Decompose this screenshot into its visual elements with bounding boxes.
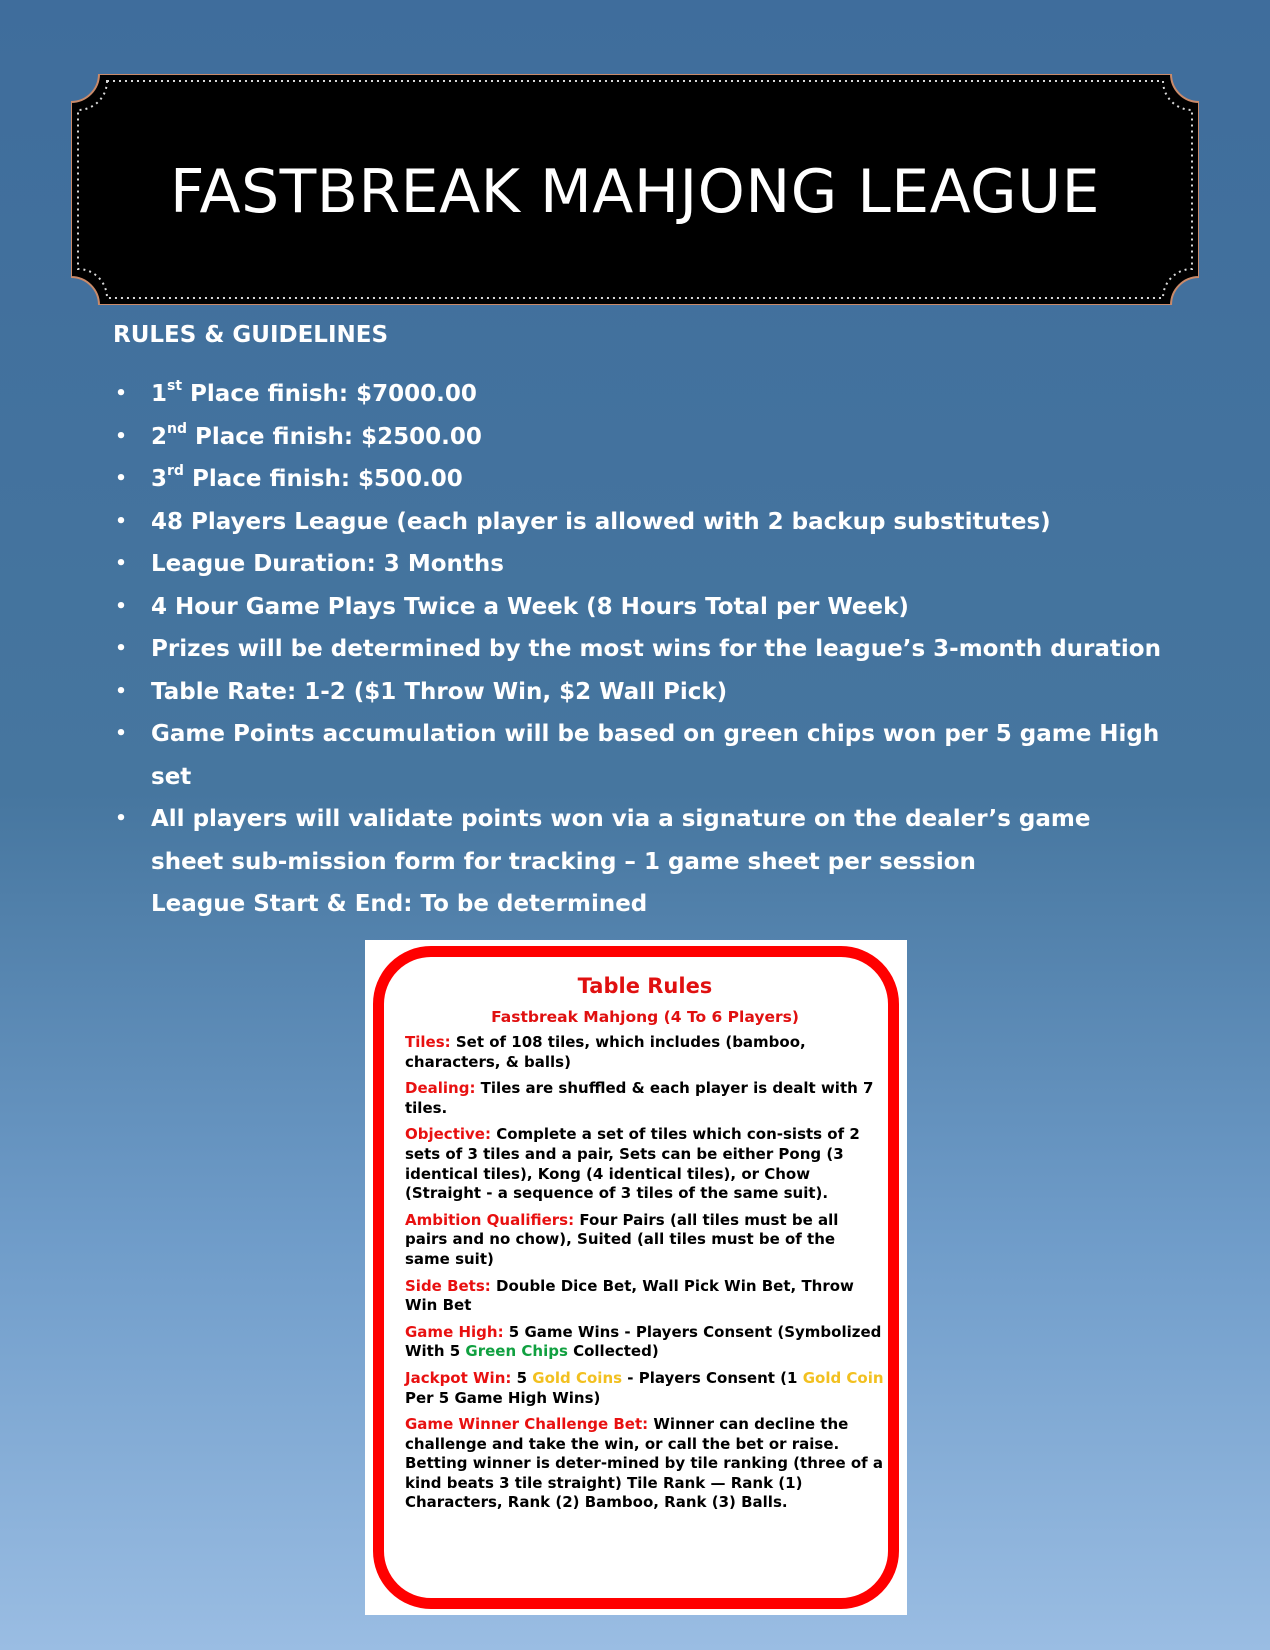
rule-players xyxy=(113,501,1163,544)
bullet-icon: • xyxy=(115,425,127,447)
rule-text: Game Points accumulation will be based on green chips won per 5 game High set xyxy=(151,721,1160,790)
rule-text: Place finish: $2500.00 xyxy=(187,423,482,450)
bullet-icon: • xyxy=(115,723,127,744)
rule-ordinal: 3 xyxy=(151,466,168,492)
rule-side-bets xyxy=(405,1277,885,1316)
rule-label: Ambition Qualifiers: xyxy=(405,1210,575,1229)
card-title: Table Rules xyxy=(577,974,713,998)
rule-game-points xyxy=(113,713,1163,798)
rule-text: 4 Hour Game Plays Twice a Week (8 Hours Total per Week) xyxy=(151,593,909,620)
table-rules-card xyxy=(365,940,907,1615)
rule-jackpot xyxy=(405,1369,885,1408)
rule-body: Per 5 Game High Wins) xyxy=(405,1388,601,1407)
rule-ordinal-suffix: rd xyxy=(167,463,184,479)
rule-body: 5 xyxy=(511,1368,533,1387)
rule-game-high xyxy=(405,1323,885,1362)
rule-label: Dealing: xyxy=(405,1079,476,1098)
bullet-icon: • xyxy=(115,383,127,404)
rule-body: Four Pairs (all tiles must be all pairs and no chow), Suited (all tiles must be of the same suit) xyxy=(405,1210,839,1268)
rules-list xyxy=(113,373,1163,926)
rule-body: Tiles are shuffled & each player is dealt with 7 tiles. xyxy=(405,1079,874,1117)
bullet-icon: • xyxy=(115,595,127,617)
gold-coins-highlight: Gold Coins xyxy=(532,1368,623,1387)
rule-duration xyxy=(113,543,1163,586)
rule-label: Side Bets: xyxy=(405,1276,491,1295)
rule-ordinal-suffix: nd xyxy=(167,420,188,437)
rule-second-place xyxy=(113,416,1163,459)
bullet-icon: • xyxy=(115,680,127,702)
rule-body: Complete a set of tiles which con-sists of 2 sets of 3 tiles and a pair, Sets can be either Pong (3 identical tiles), Kong (4 identical tiles), or Chow (Straight - a sequence of 3 tiles of the same suit). xyxy=(405,1125,860,1203)
rule-validation xyxy=(113,798,1163,883)
rule-ambition xyxy=(405,1211,885,1270)
rule-challenge xyxy=(405,1415,885,1513)
rule-label: Objective: xyxy=(405,1125,491,1144)
rule-objective xyxy=(405,1125,885,1203)
bullet-icon: • xyxy=(115,638,127,659)
rule-label: Game High: xyxy=(405,1322,504,1341)
rule-text: All players will validate points won via a signature on the dealer’s game sheet sub-mission form for tracking – 1 game sheet per session xyxy=(151,806,1091,875)
card-content xyxy=(405,974,885,1520)
rule-body: Set of 108 tiles, which includes (bamboo, characters, & balls) xyxy=(405,1033,806,1071)
rule-text: League Duration: 3 Months xyxy=(151,551,504,577)
rule-label: Game Winner Challenge Bet: xyxy=(405,1415,649,1434)
rule-table-rate xyxy=(113,671,1163,714)
rules-heading: RULES & GUIDELINES xyxy=(113,322,389,348)
rule-schedule xyxy=(113,586,1163,629)
bullet-icon: • xyxy=(115,808,127,829)
rule-label: Tiles: xyxy=(405,1033,451,1051)
rule-body: Winner can decline the challenge and take the win, or call the bet or raise. Betting winner is deter-mined by tile ranking (three of a kind beats 3 tile straight) Tile Rank — Rank (1) Characters, Rank (2) Bamboo, Rank (3) Balls. xyxy=(405,1415,884,1512)
rule-text: Place finish: $500.00 xyxy=(183,466,463,492)
rule-text: Place finish: $7000.00 xyxy=(182,381,477,407)
rule-body: Collected) xyxy=(567,1342,659,1361)
bullet-icon: • xyxy=(115,553,127,574)
rule-ordinal: 1 xyxy=(151,381,168,407)
gold-coin-highlight: Gold Coin xyxy=(802,1368,884,1387)
rule-text: League Start & End: To be determined xyxy=(151,891,648,917)
rule-body: - Players Consent (1 xyxy=(622,1368,803,1387)
rule-ordinal: 2 xyxy=(151,423,168,450)
title-banner xyxy=(71,74,1199,305)
rule-label: Jackpot Win: xyxy=(405,1368,512,1387)
rule-first-place xyxy=(113,373,1163,416)
rule-ordinal-suffix: st xyxy=(167,378,183,394)
green-chips-highlight: Green Chips xyxy=(465,1342,568,1361)
bullet-icon: • xyxy=(115,468,127,489)
rule-league-dates xyxy=(113,883,1163,926)
rule-text: Prizes will be determined by the most wins for the league’s 3-month duration xyxy=(151,636,1161,662)
card-subtitle: Fastbreak Mahjong (4 To 6 Players) xyxy=(491,1008,799,1026)
rule-text: 48 Players League (each player is allowed with 2 backup substitutes) xyxy=(151,508,1051,535)
rule-body: 5 Game Wins - Players Consent (Symbolized With 5 xyxy=(405,1322,882,1361)
rule-prizes xyxy=(113,628,1163,671)
page-title: FASTBREAK MAHJONG LEAGUE xyxy=(170,156,1100,227)
rule-dealing xyxy=(405,1079,885,1118)
rule-text: Table Rate: 1-2 ($1 Throw Win, $2 Wall Pick) xyxy=(151,678,728,705)
rule-tiles xyxy=(405,1033,885,1072)
rule-third-place xyxy=(113,458,1163,501)
bullet-icon: • xyxy=(115,510,127,532)
rule-body: Double Dice Bet, Wall Pick Win Bet, Throw Win Bet xyxy=(405,1276,854,1315)
